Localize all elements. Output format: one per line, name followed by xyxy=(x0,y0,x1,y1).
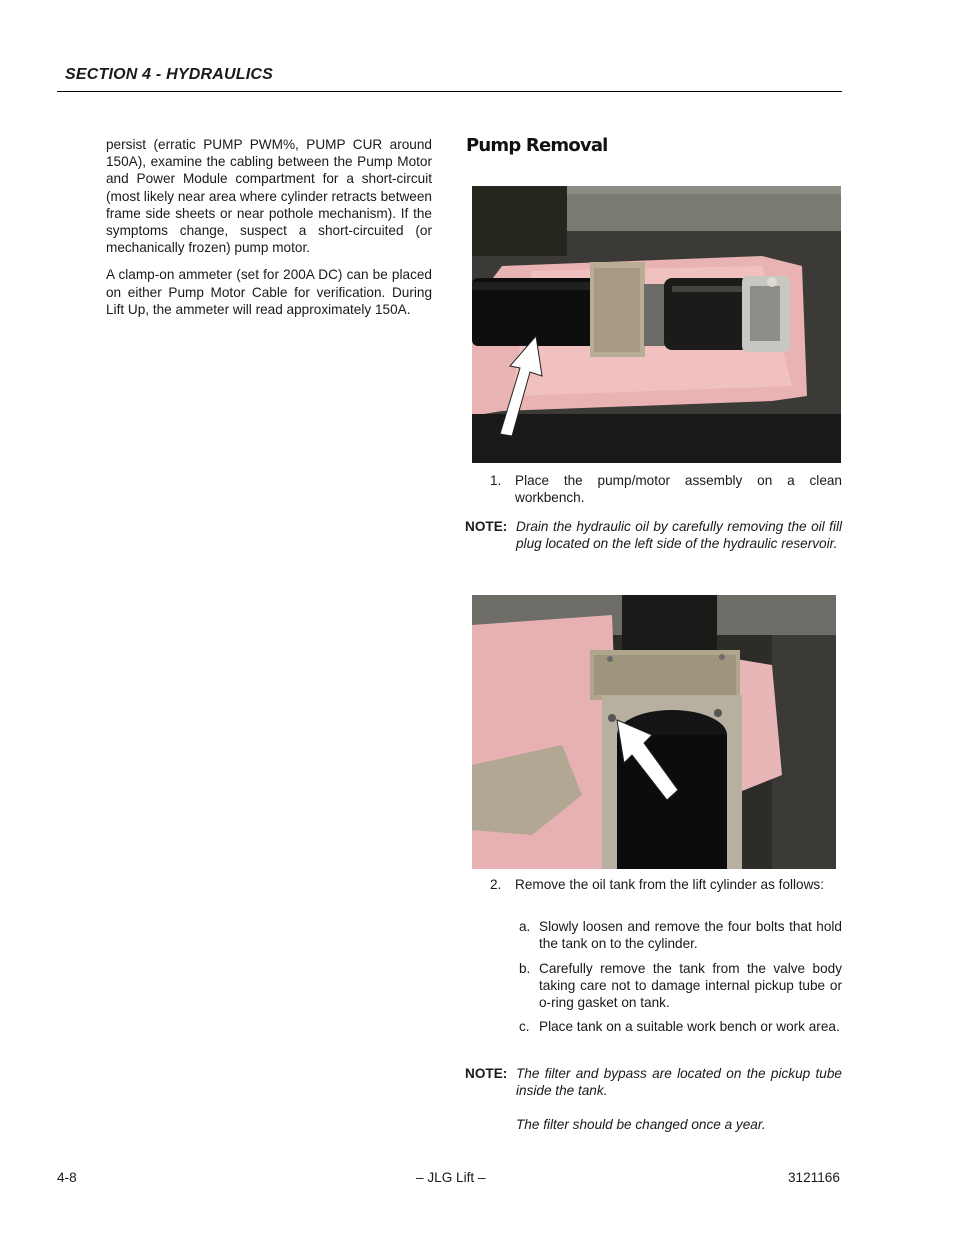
substep-c-letter: c. xyxy=(519,1019,530,1034)
substep-c-text: Place tank on a suitable work bench or work area. xyxy=(539,1019,840,1034)
note-text: Drain the hydraulic oil by carefully removing the oil fill plug located on the left side of the hydraulic reservoir. xyxy=(516,519,842,552)
document-number: 3121166 xyxy=(788,1170,840,1185)
substep-b-text: Carefully remove the tank from the valve body taking care not to damage internal pickup tube or o-ring gasket on tank. xyxy=(539,961,842,1011)
step-2-text: Remove the oil tank from the lift cylinder as follows: xyxy=(515,877,825,892)
step-1-text: Place the pump/motor assembly on a clean workbench. xyxy=(515,473,842,506)
footer-center: – JLG Lift – xyxy=(416,1170,486,1185)
substep-a-letter: a. xyxy=(519,919,531,934)
step-2-number: 2. xyxy=(490,877,502,892)
page-number: 4-8 xyxy=(57,1170,77,1185)
note-label: NOTE: xyxy=(465,1066,508,1081)
note-text-filter-interval: The filter should be changed once a year. xyxy=(516,1117,766,1132)
left-column xyxy=(106,136,432,328)
substep-a-text: Slowly loosen and remove the four bolts that hold the tank on to the cylinder. xyxy=(539,919,842,952)
pump-removal-heading: Pump Removal xyxy=(466,135,608,156)
tank-bolts-photo xyxy=(472,595,836,869)
note-label: NOTE: xyxy=(465,519,508,534)
page-header xyxy=(57,64,842,92)
section-title: SECTION 4 - HYDRAULICS xyxy=(65,66,273,83)
paragraph-troubleshooting: persist (erratic PUMP PWM%, PUMP CUR around 150A), examine the cabling between the Pump Motor and Power Module compartment for a short-circuit (most likely near area where cylinder retracts between frame side sheets or near pothole mechanism). If the symptoms change, suspect a short-circuited (or mechanically frozen) pump motor. xyxy=(106,137,432,256)
substep-b-letter: b. xyxy=(519,961,531,976)
paragraph-ammeter: A clamp-on ammeter (set for 200A DC) can be placed on either Pump Motor Cable for verification. During Lift Up, the ammeter will read approximately 150A. xyxy=(106,267,432,317)
note-text-filter-location: The filter and bypass are located on the pickup tube inside the tank. xyxy=(516,1066,842,1099)
step-1-number: 1. xyxy=(490,473,502,488)
pump-motor-photo xyxy=(472,186,841,463)
